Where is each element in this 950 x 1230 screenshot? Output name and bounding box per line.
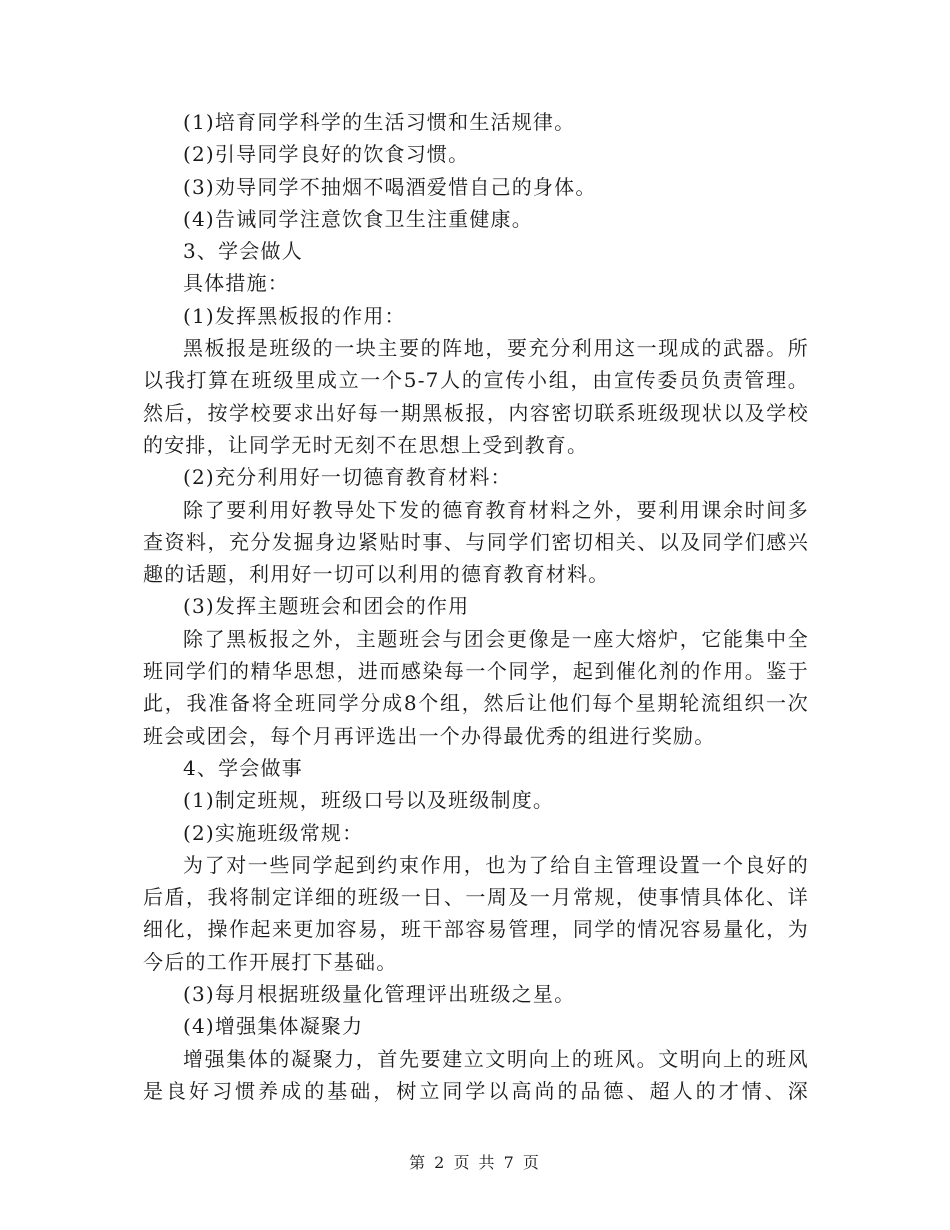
- item-cohesion-heading: (4)增强集体凝聚力: [183, 1014, 364, 1039]
- paragraph-1: (1)培育同学科学的生活习惯和生活规律。: [183, 110, 576, 134]
- page-footer: [0, 1150, 950, 1173]
- document-body: [143, 106, 809, 1107]
- paragraph-2: (2)引导同学良好的饮食习惯。: [183, 142, 470, 167]
- section-heading-3: 3、学会做人: [183, 239, 303, 264]
- item-materials-heading: (2)充分利用好一切德育教育材料：: [183, 465, 512, 490]
- item-class-meeting-heading: (3)发挥主题班会和团会的作用: [183, 594, 470, 619]
- section-heading-4: 4、学会做事: [183, 755, 303, 780]
- paragraph-cohesion: 增强集体的凝聚力，首先要建立文明向上的班风。文明向上的班风是良好习惯养成的基础，树立同学以高尚的品德、超人的才情、深: [143, 1046, 809, 1103]
- item-class-star: (3)每月根据班级量化管理评出班级之星。: [183, 982, 576, 1007]
- page-number: 第 2 页 共 7 页: [409, 1153, 541, 1172]
- item-blackboard-heading: (1)发挥黑板报的作用：: [183, 303, 406, 328]
- paragraph-routine: 为了对一些同学起到约束作用，也为了给自主管理设置一个良好的后盾，我将制定详细的班级一日、一周及一月常规，使事情具体化、详细化，操作起来更加容易，班干部容易管理，同学的情况容易量化，为今后的工作开展打下基础。: [143, 852, 809, 974]
- measures-label: 具体措施：: [183, 271, 289, 296]
- item-routine-heading: (2)实施班级常规：: [183, 820, 364, 845]
- paragraph-4: (4)告诫同学注意饮食卫生注重健康。: [183, 206, 533, 231]
- paragraph-materials: 除了要利用好教导处下发的德育教育材料之外，要利用课余时间多查资料，充分发掘身边紧贴时事、与同学们密切相关、以及同学们感兴趣的话题，利用好一切可以利用的德育教育材料。: [143, 497, 809, 587]
- paragraph-3: (3)劝导同学不抽烟不喝酒爱惜自己的身体。: [183, 174, 597, 199]
- paragraph-blackboard: 黑板报是班级的一块主要的阵地，要充分利用这一现成的武器。所以我打算在班级里成立一个5-7人的宣传小组，由宣传委员负责管理。然后，按学校要求出好每一期黑板报，内容密切联系班级现状以及学校的安排，让同学无时无刻不在思想上受到教育。: [143, 336, 809, 457]
- item-class-rules: (1)制定班规，班级口号以及班级制度。: [183, 788, 555, 813]
- paragraph-class-meeting: 除了黑板报之外，主题班会与团会更像是一座大熔炉，它能集中全班同学们的精华思想，进而感染每一个同学，起到催化剂的作用。鉴于此，我准备将全班同学分成8个组，然后让他们每个星期轮流组织一次班会或团会，每个月再评选出一个办得最优秀的组进行奖励。: [143, 626, 809, 748]
